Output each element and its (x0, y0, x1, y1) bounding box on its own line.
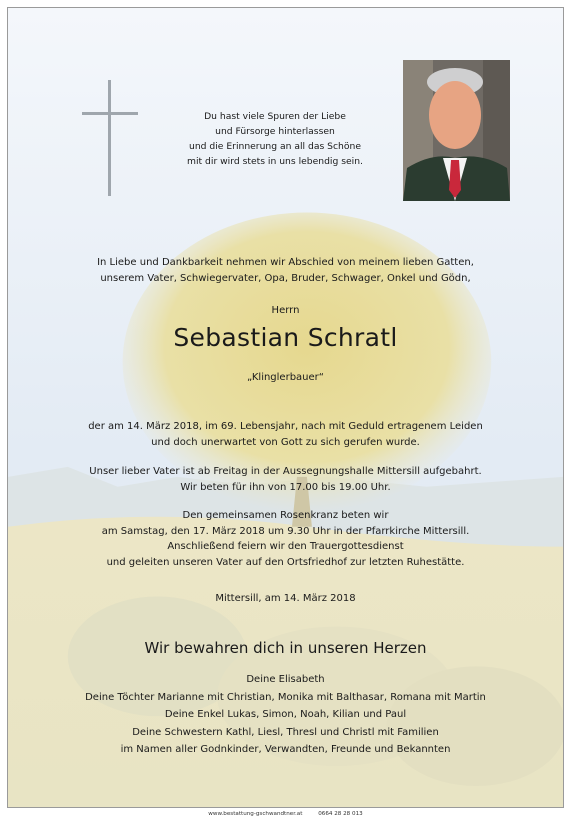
viewing-line: Unser lieber Vater ist ab Freitag in der Aussegnungshalle Mittersill aufgebahrt. (89, 466, 482, 477)
verse-line: und die Erinnerung an all das Schöne (189, 141, 361, 152)
intro-text (8, 255, 563, 286)
verse-line: mit dir wird stets in uns lebendig sein. (187, 156, 363, 167)
deceased-name: Sebastian Schratl (173, 323, 398, 352)
deceased-nickname: „Klinglerbauer“ (247, 372, 324, 383)
intro-line: unserem Vater, Schwiegervater, Opa, Bruder, Schwager, Onkel und Gödn, (100, 272, 471, 284)
verse-line: und Fürsorge hinterlassen (215, 126, 335, 137)
salutation: Herrn (271, 305, 300, 316)
funeral-notice (8, 508, 563, 570)
verse-line: Du hast viele Spuren der Liebe (204, 111, 346, 122)
footer-website: www.bestattung-gschwandtner.at (208, 811, 303, 817)
place-and-date: Mittersill, am 14. März 2018 (215, 593, 356, 604)
intro-line: In Liebe und Dankbarkeit nehmen wir Abschied von meinem lieben Gatten, (97, 257, 474, 268)
viewing-notice (8, 464, 563, 495)
mourner-line: im Namen aller Godnkinder, Verwandten, Freunde und Bekannten (120, 744, 451, 755)
cross-icon (80, 78, 140, 198)
viewing-line: Wir beten für ihn von 17.00 bis 19.00 Uhr. (180, 481, 391, 493)
death-notice-line: der am 14. März 2018, im 69. Lebensjahr, nach mit Geduld ertragenem Leiden (88, 421, 483, 432)
memorial-motto: Wir bewahren dich in unseren Herzen (144, 639, 427, 657)
funeral-line: Anschließend feiern wir den Trauergottesdienst (167, 541, 404, 552)
footer-phone: 0664 28 28 013 (318, 811, 363, 817)
footer (0, 811, 571, 817)
mourners-list (8, 671, 563, 759)
funeral-line: am Samstag, den 17. März 2018 um 9.30 Uhr in der Pfarrkirche Mittersill. (101, 525, 470, 537)
funeral-line: und geleiten unseren Vater auf den Ortsfriedhof zur letzten Ruhestätte. (106, 556, 465, 568)
mourner-line: Deine Enkel Lukas, Simon, Noah, Kilian und Paul (164, 709, 407, 720)
mourner-line: Deine Schwestern Kathl, Liesl, Thresl und Christl mit Familien (132, 726, 439, 738)
death-notice-line: und doch unerwartet von Gott zu sich gerufen wurde. (151, 436, 420, 448)
obituary-card (7, 7, 564, 808)
memorial-verse (158, 109, 392, 169)
death-notice (8, 419, 563, 450)
mourner-line: Deine Töchter Marianne mit Christian, Monika mit Balthasar, Romana mit Martin (85, 691, 486, 703)
portrait-photo (403, 60, 510, 201)
funeral-line: Den gemeinsamen Rosenkranz beten wir (182, 510, 389, 521)
mourner-line: Deine Elisabeth (246, 674, 325, 685)
